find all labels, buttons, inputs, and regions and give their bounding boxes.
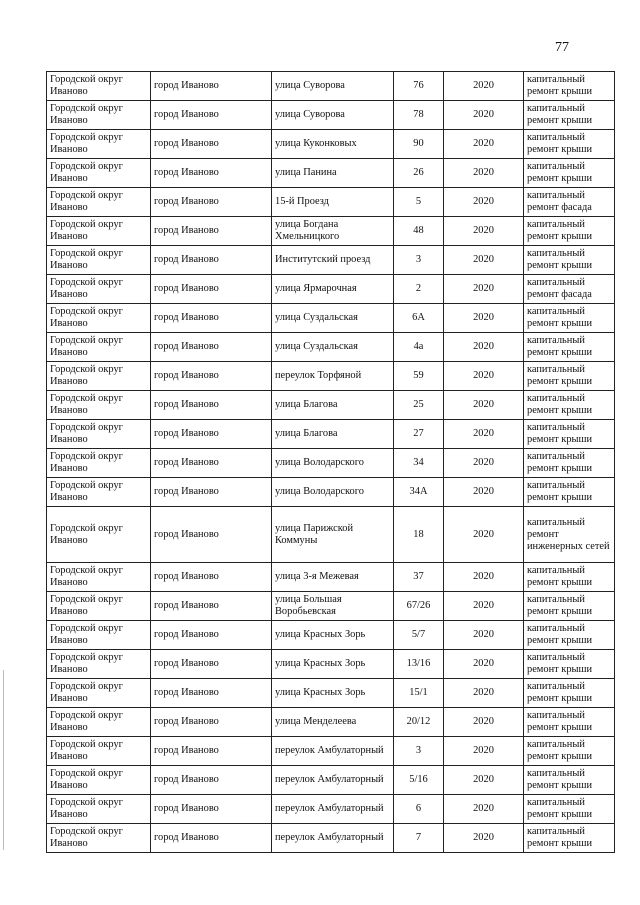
year-cell: 2020 bbox=[444, 188, 524, 217]
year-cell: 2020 bbox=[444, 592, 524, 621]
work-type-cell: капитальный ремонт крыши bbox=[524, 795, 615, 824]
street-cell: улица 3-я Межевая bbox=[272, 563, 394, 592]
street-cell: улица Благова bbox=[272, 420, 394, 449]
table-row bbox=[47, 72, 615, 101]
year-cell: 2020 bbox=[444, 563, 524, 592]
house-number-cell: 3 bbox=[394, 737, 444, 766]
city-cell: город Иваново bbox=[151, 275, 272, 304]
municipality-cell: Городской округ Иваново bbox=[47, 824, 151, 853]
municipality-cell: Городской округ Иваново bbox=[47, 333, 151, 362]
street-cell: переулок Амбулаторный bbox=[272, 737, 394, 766]
house-number-cell: 34 bbox=[394, 449, 444, 478]
street-cell: улица Суворова bbox=[272, 101, 394, 130]
work-type-cell: капитальный ремонт крыши bbox=[524, 621, 615, 650]
table-row bbox=[47, 217, 615, 246]
street-cell: улица Большая Воробьевская bbox=[272, 592, 394, 621]
year-cell: 2020 bbox=[444, 679, 524, 708]
work-type-cell: капитальный ремонт крыши bbox=[524, 592, 615, 621]
work-type-cell: капитальный ремонт крыши bbox=[524, 650, 615, 679]
table-row bbox=[47, 679, 615, 708]
city-cell: город Иваново bbox=[151, 72, 272, 101]
city-cell: город Иваново bbox=[151, 362, 272, 391]
municipality-cell: Городской округ Иваново bbox=[47, 795, 151, 824]
city-cell: город Иваново bbox=[151, 708, 272, 737]
street-cell: улица Ярмарочная bbox=[272, 275, 394, 304]
city-cell: город Иваново bbox=[151, 391, 272, 420]
table-row bbox=[47, 391, 615, 420]
street-cell: улица Суздальская bbox=[272, 333, 394, 362]
municipality-cell: Городской округ Иваново bbox=[47, 679, 151, 708]
city-cell: город Иваново bbox=[151, 507, 272, 563]
work-type-cell: капитальный ремонт крыши bbox=[524, 679, 615, 708]
house-number-cell: 20/12 bbox=[394, 708, 444, 737]
year-cell: 2020 bbox=[444, 766, 524, 795]
work-type-cell: капитальный ремонт крыши bbox=[524, 362, 615, 391]
work-type-cell: капитальный ремонт крыши bbox=[524, 246, 615, 275]
table-row bbox=[47, 795, 615, 824]
table-row bbox=[47, 650, 615, 679]
work-type-cell: капитальный ремонт крыши bbox=[524, 304, 615, 333]
work-type-cell: капитальный ремонт крыши bbox=[524, 130, 615, 159]
city-cell: город Иваново bbox=[151, 563, 272, 592]
house-number-cell: 5/16 bbox=[394, 766, 444, 795]
street-cell: переулок Амбулаторный bbox=[272, 766, 394, 795]
city-cell: город Иваново bbox=[151, 217, 272, 246]
street-cell: улица Панина bbox=[272, 159, 394, 188]
page-number: 77 bbox=[555, 40, 569, 55]
year-cell: 2020 bbox=[444, 217, 524, 246]
year-cell: 2020 bbox=[444, 737, 524, 766]
table-row bbox=[47, 246, 615, 275]
street-cell: улица Володарского bbox=[272, 449, 394, 478]
table-row bbox=[47, 507, 615, 563]
street-cell: улица Парижской Коммуны bbox=[272, 507, 394, 563]
city-cell: город Иваново bbox=[151, 737, 272, 766]
house-number-cell: 13/16 bbox=[394, 650, 444, 679]
work-type-cell: капитальный ремонт крыши bbox=[524, 420, 615, 449]
municipality-cell: Городской округ Иваново bbox=[47, 101, 151, 130]
street-cell: улица Суворова bbox=[272, 72, 394, 101]
city-cell: город Иваново bbox=[151, 679, 272, 708]
table-row bbox=[47, 708, 615, 737]
year-cell: 2020 bbox=[444, 507, 524, 563]
municipality-cell: Городской округ Иваново bbox=[47, 737, 151, 766]
work-type-cell: капитальный ремонт крыши bbox=[524, 563, 615, 592]
municipality-cell: Городской округ Иваново bbox=[47, 217, 151, 246]
work-type-cell: капитальный ремонт крыши bbox=[524, 737, 615, 766]
repair-schedule-table bbox=[46, 71, 615, 853]
table-row bbox=[47, 420, 615, 449]
work-type-cell: капитальный ремонт крыши bbox=[524, 391, 615, 420]
municipality-cell: Городской округ Иваново bbox=[47, 246, 151, 275]
table-row bbox=[47, 824, 615, 853]
municipality-cell: Городской округ Иваново bbox=[47, 188, 151, 217]
municipality-cell: Городской округ Иваново bbox=[47, 708, 151, 737]
house-number-cell: 5 bbox=[394, 188, 444, 217]
work-type-cell: капитальный ремонт крыши bbox=[524, 708, 615, 737]
table-row bbox=[47, 101, 615, 130]
work-type-cell: капитальный ремонт крыши bbox=[524, 72, 615, 101]
house-number-cell: 26 bbox=[394, 159, 444, 188]
street-cell: улица Менделеева bbox=[272, 708, 394, 737]
municipality-cell: Городской округ Иваново bbox=[47, 449, 151, 478]
house-number-cell: 6 bbox=[394, 795, 444, 824]
municipality-cell: Городской округ Иваново bbox=[47, 420, 151, 449]
year-cell: 2020 bbox=[444, 708, 524, 737]
house-number-cell: 27 bbox=[394, 420, 444, 449]
year-cell: 2020 bbox=[444, 449, 524, 478]
table-row bbox=[47, 188, 615, 217]
house-number-cell: 90 bbox=[394, 130, 444, 159]
city-cell: город Иваново bbox=[151, 478, 272, 507]
municipality-cell: Городской округ Иваново bbox=[47, 650, 151, 679]
table-row bbox=[47, 563, 615, 592]
street-cell: переулок Амбулаторный bbox=[272, 824, 394, 853]
municipality-cell: Городской округ Иваново bbox=[47, 766, 151, 795]
table-row bbox=[47, 478, 615, 507]
table-row bbox=[47, 159, 615, 188]
street-cell: Институтский проезд bbox=[272, 246, 394, 275]
house-number-cell: 5/7 bbox=[394, 621, 444, 650]
year-cell: 2020 bbox=[444, 159, 524, 188]
municipality-cell: Городской округ Иваново bbox=[47, 621, 151, 650]
city-cell: город Иваново bbox=[151, 824, 272, 853]
table-body bbox=[47, 72, 615, 853]
year-cell: 2020 bbox=[444, 130, 524, 159]
work-type-cell: капитальный ремонт фасада bbox=[524, 275, 615, 304]
municipality-cell: Городской округ Иваново bbox=[47, 159, 151, 188]
city-cell: город Иваново bbox=[151, 449, 272, 478]
city-cell: город Иваново bbox=[151, 101, 272, 130]
table-row bbox=[47, 362, 615, 391]
year-cell: 2020 bbox=[444, 478, 524, 507]
house-number-cell: 78 bbox=[394, 101, 444, 130]
house-number-cell: 76 bbox=[394, 72, 444, 101]
street-cell: 15-й Проезд bbox=[272, 188, 394, 217]
year-cell: 2020 bbox=[444, 650, 524, 679]
work-type-cell: капитальный ремонт крыши bbox=[524, 217, 615, 246]
house-number-cell: 3 bbox=[394, 246, 444, 275]
table-row bbox=[47, 449, 615, 478]
house-number-cell: 4а bbox=[394, 333, 444, 362]
work-type-cell: капитальный ремонт крыши bbox=[524, 824, 615, 853]
city-cell: город Иваново bbox=[151, 333, 272, 362]
municipality-cell: Городской округ Иваново bbox=[47, 304, 151, 333]
table-row bbox=[47, 737, 615, 766]
house-number-cell: 7 bbox=[394, 824, 444, 853]
city-cell: город Иваново bbox=[151, 246, 272, 275]
house-number-cell: 6А bbox=[394, 304, 444, 333]
table-row bbox=[47, 592, 615, 621]
house-number-cell: 34А bbox=[394, 478, 444, 507]
scan-margin-line bbox=[3, 670, 4, 850]
house-number-cell: 15/1 bbox=[394, 679, 444, 708]
work-type-cell: капитальный ремонт инженерных сетей bbox=[524, 507, 615, 563]
city-cell: город Иваново bbox=[151, 650, 272, 679]
street-cell: улица Суздальская bbox=[272, 304, 394, 333]
work-type-cell: капитальный ремонт крыши bbox=[524, 333, 615, 362]
year-cell: 2020 bbox=[444, 621, 524, 650]
year-cell: 2020 bbox=[444, 101, 524, 130]
year-cell: 2020 bbox=[444, 362, 524, 391]
street-cell: улица Куконковых bbox=[272, 130, 394, 159]
work-type-cell: капитальный ремонт крыши bbox=[524, 159, 615, 188]
house-number-cell: 18 bbox=[394, 507, 444, 563]
city-cell: город Иваново bbox=[151, 795, 272, 824]
municipality-cell: Городской округ Иваново bbox=[47, 592, 151, 621]
municipality-cell: Городской округ Иваново bbox=[47, 275, 151, 304]
city-cell: город Иваново bbox=[151, 621, 272, 650]
street-cell: улица Красных Зорь bbox=[272, 621, 394, 650]
table-row bbox=[47, 766, 615, 795]
city-cell: город Иваново bbox=[151, 766, 272, 795]
city-cell: город Иваново bbox=[151, 188, 272, 217]
municipality-cell: Городской округ Иваново bbox=[47, 72, 151, 101]
work-type-cell: капитальный ремонт крыши bbox=[524, 766, 615, 795]
table-row bbox=[47, 304, 615, 333]
year-cell: 2020 bbox=[444, 246, 524, 275]
year-cell: 2020 bbox=[444, 824, 524, 853]
year-cell: 2020 bbox=[444, 795, 524, 824]
table-row bbox=[47, 130, 615, 159]
street-cell: переулок Амбулаторный bbox=[272, 795, 394, 824]
work-type-cell: капитальный ремонт крыши bbox=[524, 449, 615, 478]
city-cell: город Иваново bbox=[151, 130, 272, 159]
municipality-cell: Городской округ Иваново bbox=[47, 391, 151, 420]
work-type-cell: капитальный ремонт крыши bbox=[524, 478, 615, 507]
house-number-cell: 2 bbox=[394, 275, 444, 304]
year-cell: 2020 bbox=[444, 420, 524, 449]
street-cell: улица Богдана Хмельницкого bbox=[272, 217, 394, 246]
street-cell: улица Володарского bbox=[272, 478, 394, 507]
house-number-cell: 48 bbox=[394, 217, 444, 246]
work-type-cell: капитальный ремонт крыши bbox=[524, 101, 615, 130]
year-cell: 2020 bbox=[444, 391, 524, 420]
city-cell: город Иваново bbox=[151, 592, 272, 621]
municipality-cell: Городской округ Иваново bbox=[47, 563, 151, 592]
house-number-cell: 67/26 bbox=[394, 592, 444, 621]
table-row bbox=[47, 333, 615, 362]
municipality-cell: Городской округ Иваново bbox=[47, 507, 151, 563]
house-number-cell: 25 bbox=[394, 391, 444, 420]
city-cell: город Иваново bbox=[151, 159, 272, 188]
year-cell: 2020 bbox=[444, 72, 524, 101]
city-cell: город Иваново bbox=[151, 304, 272, 333]
municipality-cell: Городской округ Иваново bbox=[47, 362, 151, 391]
street-cell: улица Красных Зорь bbox=[272, 679, 394, 708]
house-number-cell: 59 bbox=[394, 362, 444, 391]
street-cell: переулок Торфяной bbox=[272, 362, 394, 391]
municipality-cell: Городской округ Иваново bbox=[47, 478, 151, 507]
house-number-cell: 37 bbox=[394, 563, 444, 592]
city-cell: город Иваново bbox=[151, 420, 272, 449]
table-row bbox=[47, 275, 615, 304]
street-cell: улица Благова bbox=[272, 391, 394, 420]
work-type-cell: капитальный ремонт фасада bbox=[524, 188, 615, 217]
year-cell: 2020 bbox=[444, 304, 524, 333]
year-cell: 2020 bbox=[444, 275, 524, 304]
street-cell: улица Красных Зорь bbox=[272, 650, 394, 679]
year-cell: 2020 bbox=[444, 333, 524, 362]
municipality-cell: Городской округ Иваново bbox=[47, 130, 151, 159]
table-row bbox=[47, 621, 615, 650]
